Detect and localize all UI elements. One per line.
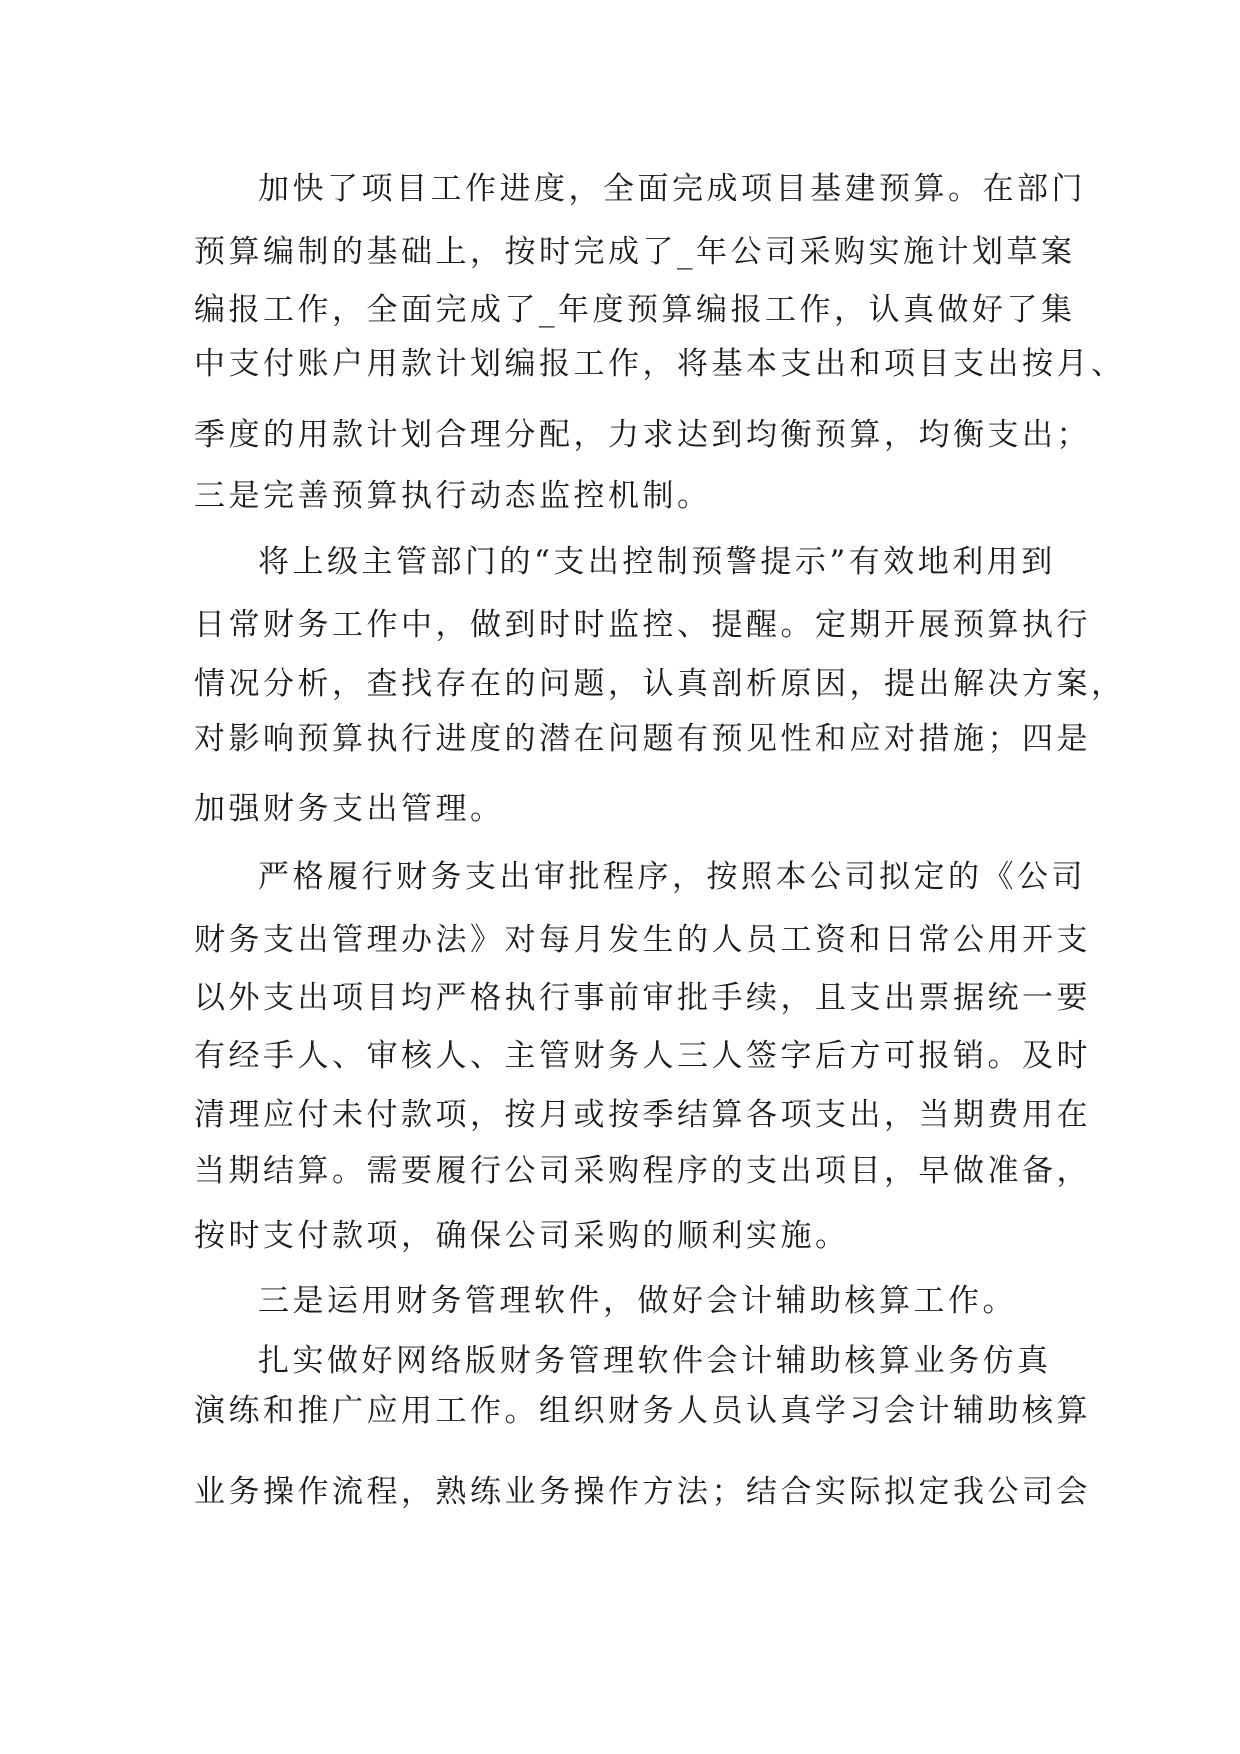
paragraph-line: 加强财务支出管理。 bbox=[194, 791, 505, 827]
paragraph-line: 严格履行财务支出审批程序，按照本公司拟定的《公司 bbox=[258, 859, 1086, 895]
paragraph-line: 财务支出管理办法》对每月发生的人员工资和日常公用开支 bbox=[194, 922, 1091, 958]
paragraph-line: 预算编制的基础上，按时完成了_年公司采购实施计划草案 bbox=[194, 234, 1076, 270]
paragraph-line: 当期结算。需要履行公司采购程序的支出项目，早做准备， bbox=[194, 1153, 1091, 1189]
paragraph-line: 编报工作，全面完成了_年度预算编报工作，认真做好了集 bbox=[194, 292, 1076, 328]
paragraph-line: 季度的用款计划合理分配，力求达到均衡预算，均衡支出； bbox=[194, 417, 1091, 453]
paragraph-line: 扎实做好网络版财务管理软件会计辅助核算业务仿真 bbox=[258, 1343, 1052, 1379]
paragraph-line: 演练和推广应用工作。组织财务人员认真学习会计辅助核算 bbox=[194, 1393, 1091, 1429]
paragraph-line: 清理应付未付款项，按月或按季结算各项支出，当期费用在 bbox=[194, 1097, 1091, 1133]
paragraph-line: 对影响预算执行进度的潜在问题有预见性和应对措施；四是 bbox=[194, 721, 1091, 757]
paragraph-line: 三是运用财务管理软件，做好会计辅助核算工作。 bbox=[258, 1283, 1017, 1319]
paragraph-line: 中支付账户用款计划编报工作，将基本支出和项目支出按月、 bbox=[194, 346, 1126, 382]
paragraph-line: 有经手人、审核人、主管财务人三人签字后方可报销。及时 bbox=[194, 1038, 1091, 1074]
paragraph-line: 加快了项目工作进度，全面完成项目基建预算。在部门 bbox=[258, 171, 1086, 207]
paragraph-line: 日常财务工作中，做到时时监控、提醒。定期开展预算执行 bbox=[194, 607, 1091, 643]
paragraph-line: 情况分析，查找存在的问题，认真剖析原因，提出解决方案， bbox=[194, 666, 1126, 702]
paragraph-line: 以外支出项目均严格执行事前审批手续，且支出票据统一要 bbox=[194, 980, 1091, 1016]
paragraph-line: 业务操作流程，熟练业务操作方法；结合实际拟定我公司会 bbox=[194, 1474, 1091, 1510]
paragraph-line: 三是完善预算执行动态监控机制。 bbox=[194, 478, 712, 514]
paragraph-line: 将上级主管部门的“支出控制预警提示”有效地利用到 bbox=[258, 544, 1056, 580]
paragraph-line: 按时支付款项，确保公司采购的顺利实施。 bbox=[194, 1218, 850, 1254]
